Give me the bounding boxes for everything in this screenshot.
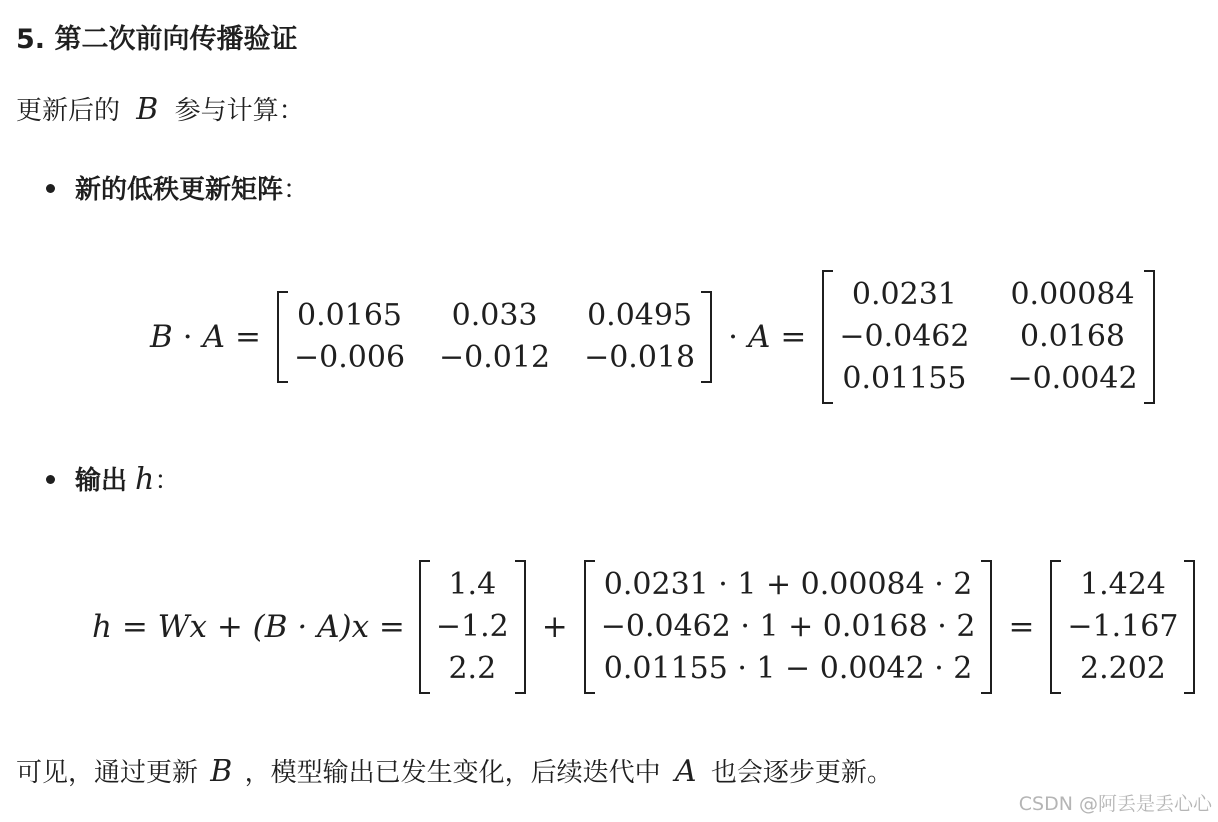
bullet-low-rank-matrix xyxy=(46,170,309,210)
eq1-dot-2: · xyxy=(728,319,738,355)
eq1-lhs-a: A xyxy=(202,319,226,355)
matrix-bax-cell: 0.01155 · 1 − 0.0042 · 2 xyxy=(603,651,973,686)
matrix-b xyxy=(277,291,712,383)
eq2-equals: = xyxy=(1008,609,1035,645)
matrix-h-cell: −1.167 xyxy=(1067,609,1179,644)
matrix-bax-cell: 0.0231 · 1 + 0.00084 · 2 xyxy=(603,567,973,602)
matrix-h-result xyxy=(1050,560,1195,694)
matrix-ba-cell: −0.0462 xyxy=(839,319,970,354)
eq1-dot: · xyxy=(182,319,193,355)
matrix-bax xyxy=(584,560,993,694)
matrix-b-cell: 0.0165 xyxy=(297,298,403,333)
bracket-right xyxy=(1144,270,1155,404)
eq1-a: A xyxy=(747,319,771,355)
bullet1-colon: ： xyxy=(283,175,310,205)
bullet2-var-h: h xyxy=(135,462,155,497)
matrix-b-cell: 0.033 xyxy=(451,298,538,333)
bracket-right xyxy=(981,560,992,694)
section-title: 5. 第二次前向传播验证 xyxy=(16,24,298,55)
matrix-ba-cell: 0.0231 xyxy=(851,277,957,312)
matrix-wx xyxy=(419,560,526,694)
intro-paragraph xyxy=(16,90,305,131)
conclusion-part1: 可见，通过更新 xyxy=(16,758,199,788)
matrix-b-cell: −0.012 xyxy=(439,340,551,375)
matrix-ba-cell: 0.0168 xyxy=(1020,319,1125,354)
eq2-plus: + xyxy=(541,609,568,645)
equation-ba xyxy=(150,270,1161,404)
bracket-left xyxy=(584,560,595,694)
bullet2-label: 输出 xyxy=(75,466,128,496)
conclusion-var-b: B xyxy=(210,754,233,789)
matrix-ba-cell: 0.00084 xyxy=(1010,277,1135,312)
eq1-equals: = xyxy=(235,319,262,355)
matrix-wx-cell: 2.2 xyxy=(448,651,497,686)
bullet-dot-icon xyxy=(46,184,55,193)
matrix-wx-cell: 1.4 xyxy=(448,567,497,602)
bracket-left xyxy=(419,560,430,694)
equation-h xyxy=(92,560,1201,694)
bracket-right xyxy=(701,291,712,383)
intro-suffix: 参与计算： xyxy=(174,96,305,126)
matrix-h-cell: 1.424 xyxy=(1079,567,1166,602)
conclusion-part2: ，模型输出已发生变化，后续迭代中 xyxy=(244,758,661,788)
matrix-b-cell: −0.018 xyxy=(584,340,696,375)
matrix-ba-cell: −0.0042 xyxy=(1007,361,1138,396)
matrix-ba-result xyxy=(822,270,1154,404)
bracket-left xyxy=(1050,560,1061,694)
bullet1-label: 新的低秩更新矩阵 xyxy=(75,175,284,205)
bracket-left xyxy=(822,270,833,404)
intro-var-b: B xyxy=(136,92,159,127)
conclusion-part3: 也会逐步更新。 xyxy=(710,758,893,788)
eq2-lhs: h = Wx + (B · A)x = xyxy=(92,609,405,645)
eq1-equals-2: = xyxy=(780,319,807,355)
csdn-watermark: CSDN @阿丢是丢心心 xyxy=(1018,793,1212,815)
bullet-dot-icon xyxy=(46,475,55,484)
intro-prefix: 更新后的 xyxy=(16,96,121,126)
matrix-h-cell: 2.202 xyxy=(1079,651,1166,686)
bullet-output-h xyxy=(46,460,180,501)
matrix-ba-cell: 0.01155 xyxy=(842,361,967,396)
matrix-b-cell: 0.0495 xyxy=(587,298,693,333)
bullet2-colon: ： xyxy=(154,466,181,496)
matrix-bax-cell: −0.0462 · 1 + 0.0168 · 2 xyxy=(600,609,976,644)
eq1-lhs-b: B xyxy=(150,319,173,355)
matrix-wx-cell: −1.2 xyxy=(435,609,509,644)
bracket-right xyxy=(515,560,526,694)
conclusion-var-a: A xyxy=(674,754,697,789)
bracket-left xyxy=(277,291,288,383)
conclusion-paragraph xyxy=(16,752,893,793)
matrix-b-cell: −0.006 xyxy=(294,340,406,375)
bracket-right xyxy=(1184,560,1195,694)
